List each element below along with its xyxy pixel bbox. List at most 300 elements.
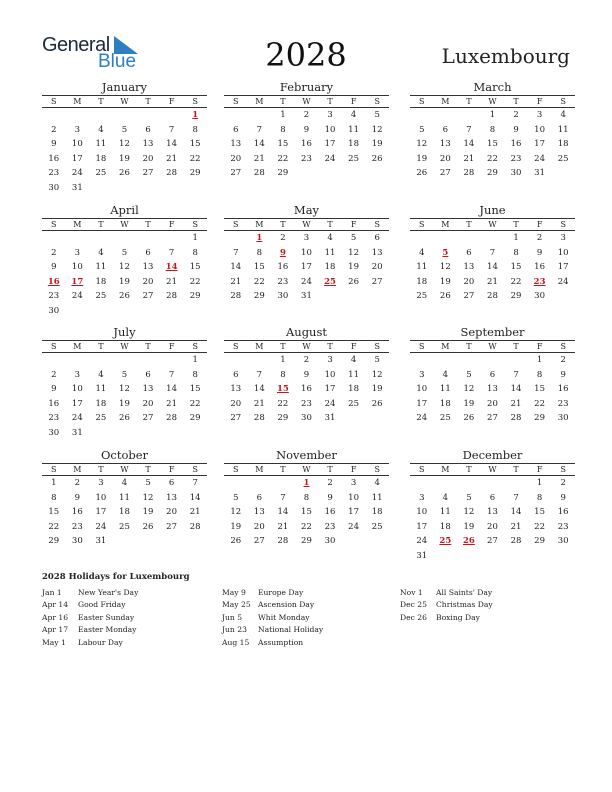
day-cell: 19 [371, 384, 383, 394]
day-cell: 30 [557, 413, 569, 423]
day-cell: 13 [142, 262, 154, 272]
day-cell: 18 [416, 276, 428, 287]
holiday-date: May 9 [222, 588, 246, 597]
empty-day-cell [504, 549, 528, 564]
empty-day-cell [160, 426, 184, 441]
day-cell: 28 [166, 168, 177, 178]
weekday-header: F [160, 341, 184, 353]
day-cell: 6 [374, 233, 380, 243]
day-cell: 26 [348, 276, 359, 287]
weekday-header: F [160, 219, 184, 231]
weekday-header: T [457, 96, 481, 108]
day-cell: 10 [301, 247, 312, 258]
day-cell: 20 [230, 153, 242, 164]
day-cell: 20 [253, 521, 265, 532]
day-cell: 4 [98, 369, 104, 380]
day-cell: 19 [348, 262, 359, 272]
day-cell: 22 [277, 153, 289, 164]
day-cell: 6 [466, 247, 472, 258]
empty-day-cell [318, 289, 342, 304]
holiday-name: Europe Day [258, 588, 304, 597]
month-december [410, 448, 575, 563]
day-cell: 22 [277, 398, 289, 409]
empty-day-cell [481, 231, 505, 246]
day-cell: 13 [463, 262, 475, 272]
day-cell: 16 [301, 384, 312, 394]
day-cell: 19 [439, 276, 451, 287]
day-cell: 10 [534, 124, 545, 135]
day-cell: 6 [256, 492, 263, 503]
day-cell: 3 [350, 478, 357, 488]
day-cell: 8 [489, 124, 496, 135]
day-cell: 16 [557, 384, 569, 394]
empty-day-cell [434, 108, 458, 123]
day-cell: 30 [48, 182, 60, 193]
day-cell: 20 [166, 507, 177, 517]
day-cell: 20 [142, 398, 154, 409]
day-cell: 6 [145, 124, 151, 135]
day-cell: 26 [142, 521, 154, 532]
day-cell: 26 [119, 291, 130, 301]
day-cell: 28 [487, 291, 498, 301]
day-cell: 11 [557, 124, 569, 135]
holiday-date: May 25 [222, 600, 251, 610]
day-cell: 3 [327, 355, 333, 365]
day-cell: 28 [230, 291, 242, 301]
holiday-day-cell: 17 [71, 276, 84, 287]
weekday-header: M [248, 464, 272, 476]
day-cell: 22 [253, 276, 265, 287]
holiday-date: Apr 17 [42, 625, 69, 635]
weekday-header: M [66, 219, 90, 231]
day-cell: 31 [534, 168, 545, 178]
day-cell: 27 [166, 521, 177, 532]
weekday-header: S [42, 341, 66, 353]
empty-day-cell [365, 534, 389, 549]
holiday-day-cell: 15 [276, 384, 289, 394]
day-cell: 22 [487, 153, 498, 164]
day-cell: 12 [142, 492, 154, 503]
weekday-header: T [504, 341, 528, 353]
day-cell: 7 [168, 247, 175, 258]
day-cell: 3 [327, 110, 333, 120]
day-cell: 9 [74, 492, 81, 503]
holiday-name: National Holiday [258, 625, 324, 635]
weekday-header: T [504, 464, 528, 476]
day-cell: 27 [463, 291, 475, 301]
weekday-header: M [434, 464, 458, 476]
holiday-name: Boxing Day [436, 612, 480, 622]
empty-day-cell [160, 231, 184, 246]
day-cell: 9 [51, 139, 57, 149]
holiday-day-cell: 9 [279, 247, 286, 258]
weekday-header: S [183, 219, 207, 231]
day-cell: 31 [416, 550, 428, 561]
empty-day-cell [295, 166, 319, 181]
day-cell: 16 [510, 139, 522, 149]
day-cell: 12 [348, 247, 359, 258]
day-cell: 23 [557, 521, 569, 532]
day-cell: 24 [301, 276, 312, 287]
weekday-header: F [160, 464, 184, 476]
weekday-header: S [42, 464, 66, 476]
day-cell: 17 [557, 262, 569, 272]
day-cell: 15 [189, 139, 201, 149]
day-cell: 24 [348, 521, 359, 532]
day-cell: 16 [48, 153, 60, 164]
day-cell: 4 [327, 233, 333, 243]
day-cell: 18 [119, 507, 130, 517]
empty-day-cell [113, 304, 137, 319]
day-cell: 11 [439, 384, 451, 394]
weekday-header: W [113, 96, 137, 108]
month-title: May [293, 203, 320, 217]
day-cell: 8 [192, 247, 198, 258]
day-cell: 2 [51, 247, 57, 258]
weekday-header: T [457, 341, 481, 353]
day-cell: 26 [439, 291, 451, 301]
month-title: July [113, 325, 136, 339]
day-cell: 13 [253, 507, 265, 517]
day-cell: 27 [371, 276, 383, 287]
empty-day-cell [224, 476, 248, 491]
empty-day-cell [434, 353, 458, 368]
day-cell: 21 [166, 153, 177, 164]
day-cell: 8 [192, 369, 198, 380]
day-cell: 20 [371, 262, 383, 272]
day-cell: 15 [253, 262, 265, 272]
weekday-header: W [113, 341, 137, 353]
day-cell: 2 [513, 110, 519, 120]
holiday-column [400, 587, 580, 624]
day-cell: 25 [95, 413, 107, 423]
day-cell: 7 [256, 369, 263, 380]
weekday-header: S [224, 219, 248, 231]
day-cell: 16 [301, 139, 312, 149]
holiday-entry [222, 624, 402, 636]
day-cell: 25 [557, 153, 569, 164]
empty-day-cell [183, 426, 207, 441]
day-cell: 29 [510, 291, 522, 301]
day-cell: 11 [95, 262, 107, 272]
holiday-entry [222, 587, 402, 599]
weekday-header: T [457, 464, 481, 476]
holiday-entry [400, 612, 580, 624]
day-cell: 8 [256, 247, 263, 258]
weekday-header: S [42, 219, 66, 231]
weekday-header: S [410, 464, 434, 476]
day-cell: 20 [439, 153, 451, 164]
empty-day-cell [183, 534, 207, 549]
day-cell: 7 [489, 247, 496, 258]
day-cell: 1 [192, 233, 198, 243]
day-cell: 11 [348, 369, 359, 380]
day-cell: 28 [253, 413, 265, 423]
day-cell: 24 [324, 398, 336, 409]
day-cell: 5 [121, 247, 128, 258]
day-cell: 7 [233, 247, 239, 258]
day-cell: 1 [536, 478, 543, 488]
day-cell: 6 [145, 247, 151, 258]
holiday-name: Christmas Day [436, 600, 493, 610]
day-cell: 18 [95, 153, 107, 164]
month-may [224, 203, 389, 304]
holiday-date: Jun 5 [222, 612, 243, 622]
weekday-header: T [271, 341, 295, 353]
day-cell: 27 [142, 168, 154, 178]
day-cell: 10 [324, 369, 336, 380]
holiday-entry [42, 637, 222, 649]
day-cell: 23 [301, 153, 312, 164]
day-cell: 18 [95, 276, 107, 287]
empty-day-cell [42, 353, 66, 368]
day-cell: 5 [374, 110, 380, 120]
weekday-header: F [342, 219, 366, 231]
empty-day-cell [481, 476, 505, 491]
empty-day-cell [457, 476, 481, 491]
empty-day-cell [410, 108, 434, 123]
day-cell: 9 [560, 369, 566, 380]
day-cell: 2 [560, 478, 566, 488]
day-cell: 29 [189, 291, 201, 301]
day-cell: 18 [324, 262, 336, 272]
day-cell: 7 [192, 478, 198, 488]
day-cell: 19 [119, 276, 130, 287]
empty-day-cell [434, 476, 458, 491]
weekday-header: W [481, 96, 505, 108]
empty-day-cell [42, 231, 66, 246]
day-cell: 24 [95, 521, 107, 532]
day-cell: 23 [301, 398, 312, 409]
country-name: Luxembourg [441, 44, 570, 68]
day-cell: 13 [142, 384, 154, 394]
day-cell: 14 [166, 384, 177, 394]
day-cell: 14 [463, 139, 475, 149]
day-cell: 28 [510, 413, 522, 423]
empty-day-cell [136, 353, 160, 368]
day-cell: 2 [536, 233, 543, 243]
holiday-date: Nov 1 [400, 588, 423, 597]
day-cell: 9 [303, 369, 310, 380]
empty-day-cell [224, 353, 248, 368]
day-cell: 10 [324, 124, 336, 135]
empty-day-cell [457, 231, 481, 246]
holiday-entry [222, 599, 402, 611]
month-title: April [110, 203, 139, 217]
day-cell: 10 [348, 492, 359, 503]
day-cell: 3 [74, 124, 81, 135]
weekday-header: T [318, 341, 342, 353]
day-cell: 13 [230, 139, 242, 149]
day-cell: 21 [189, 507, 201, 517]
day-cell: 10 [416, 507, 428, 517]
day-cell: 1 [192, 355, 198, 365]
day-cell: 3 [74, 369, 81, 380]
day-cell: 2 [280, 233, 286, 243]
empty-day-cell [66, 108, 90, 123]
empty-day-cell [136, 108, 160, 123]
day-cell: 22 [534, 398, 545, 409]
holiday-name: Easter Monday [78, 625, 137, 635]
day-cell: 4 [374, 478, 380, 488]
day-cell: 13 [142, 139, 154, 149]
day-cell: 5 [350, 233, 357, 243]
weekday-header: M [434, 341, 458, 353]
empty-day-cell [434, 549, 458, 564]
day-cell: 12 [416, 139, 428, 149]
holiday-day-cell: 1 [256, 233, 263, 243]
empty-day-cell [504, 353, 528, 368]
day-cell: 5 [121, 124, 128, 135]
day-cell: 28 [510, 536, 522, 546]
holiday-name: Good Friday [78, 600, 126, 610]
day-cell: 13 [487, 507, 498, 517]
weekday-header: W [481, 464, 505, 476]
weekday-header: F [342, 96, 366, 108]
weekday-header: S [183, 341, 207, 353]
weekday-header: T [271, 96, 295, 108]
day-cell: 8 [280, 369, 286, 380]
empty-day-cell [410, 353, 434, 368]
day-cell: 25 [416, 291, 428, 301]
holiday-entry [42, 612, 222, 624]
day-cell: 5 [233, 492, 239, 503]
weekday-header: T [136, 96, 160, 108]
day-cell: 10 [95, 492, 107, 503]
day-cell: 21 [166, 398, 177, 409]
empty-day-cell [457, 108, 481, 123]
day-cell: 17 [416, 521, 428, 532]
day-cell: 30 [71, 536, 83, 546]
day-cell: 14 [277, 507, 289, 517]
day-cell: 26 [230, 536, 242, 546]
day-cell: 11 [416, 262, 428, 272]
day-cell: 15 [189, 262, 201, 272]
day-cell: 18 [348, 384, 359, 394]
empty-day-cell [89, 231, 113, 246]
day-cell: 28 [189, 521, 201, 532]
day-cell: 17 [71, 398, 83, 409]
day-cell: 4 [560, 110, 566, 120]
day-cell: 13 [371, 247, 383, 258]
weekday-header: F [528, 219, 552, 231]
day-cell: 8 [192, 124, 198, 135]
holiday-name: All Saints' Day [436, 588, 493, 597]
day-cell: 29 [189, 413, 201, 423]
weekday-header: S [183, 96, 207, 108]
month-title: February [279, 80, 334, 94]
empty-day-cell [271, 476, 295, 491]
empty-day-cell [113, 231, 137, 246]
day-cell: 7 [280, 492, 286, 503]
day-cell: 25 [119, 521, 130, 532]
empty-day-cell [160, 353, 184, 368]
day-cell: 13 [166, 492, 177, 503]
weekday-header: W [295, 464, 319, 476]
empty-day-cell [66, 304, 90, 319]
weekday-header: T [271, 464, 295, 476]
weekday-header: W [295, 96, 319, 108]
empty-day-cell [365, 411, 389, 426]
day-cell: 17 [324, 384, 336, 394]
empty-day-cell [224, 231, 248, 246]
month-title: March [473, 80, 512, 94]
day-cell: 21 [510, 521, 522, 532]
day-cell: 2 [74, 478, 81, 488]
day-cell: 14 [230, 262, 242, 272]
month-july [42, 325, 207, 440]
logo-word-general: General [42, 34, 110, 56]
day-cell: 6 [489, 369, 496, 380]
day-cell: 14 [510, 507, 522, 517]
empty-day-cell [66, 231, 90, 246]
empty-day-cell [457, 549, 481, 564]
day-cell: 14 [166, 139, 177, 149]
holiday-entry [42, 587, 222, 599]
day-cell: 30 [557, 536, 569, 546]
day-cell: 27 [487, 413, 498, 423]
day-cell: 11 [119, 492, 130, 503]
day-cell: 25 [348, 398, 359, 409]
day-cell: 2 [303, 355, 310, 365]
day-cell: 7 [513, 369, 519, 380]
empty-day-cell [342, 289, 366, 304]
day-cell: 3 [419, 492, 425, 503]
day-cell: 23 [557, 398, 569, 409]
weekday-header: S [365, 96, 389, 108]
empty-day-cell [113, 534, 137, 549]
weekday-header: S [365, 341, 389, 353]
day-cell: 23 [277, 276, 289, 287]
day-cell: 8 [303, 492, 310, 503]
weekday-header: T [136, 464, 160, 476]
weekday-header: S [551, 464, 575, 476]
holiday-entry [222, 612, 402, 624]
day-cell: 6 [233, 369, 239, 380]
day-cell: 11 [348, 124, 359, 135]
weekday-header: W [295, 219, 319, 231]
empty-day-cell [342, 534, 366, 549]
day-cell: 16 [71, 507, 83, 517]
day-cell: 2 [327, 478, 333, 488]
day-cell: 12 [463, 384, 475, 394]
weekday-header: T [504, 96, 528, 108]
day-cell: 18 [371, 507, 383, 517]
day-cell: 6 [489, 492, 496, 503]
day-cell: 2 [303, 110, 310, 120]
empty-day-cell [410, 231, 434, 246]
weekday-header: T [318, 464, 342, 476]
day-cell: 15 [189, 384, 201, 394]
empty-day-cell [66, 353, 90, 368]
empty-day-cell [183, 181, 207, 196]
day-cell: 10 [71, 384, 83, 394]
day-cell: 4 [350, 110, 357, 120]
day-cell: 31 [95, 536, 107, 546]
weekday-header: M [248, 96, 272, 108]
day-cell: 8 [513, 247, 519, 258]
day-cell: 14 [487, 262, 498, 272]
day-cell: 10 [71, 262, 83, 272]
weekday-header: M [248, 341, 272, 353]
empty-day-cell [89, 108, 113, 123]
weekday-header: S [42, 96, 66, 108]
holiday-date: Dec 26 [400, 612, 427, 622]
day-cell: 14 [189, 492, 201, 503]
day-cell: 27 [439, 168, 451, 178]
day-cell: 23 [48, 168, 60, 178]
empty-day-cell [160, 304, 184, 319]
